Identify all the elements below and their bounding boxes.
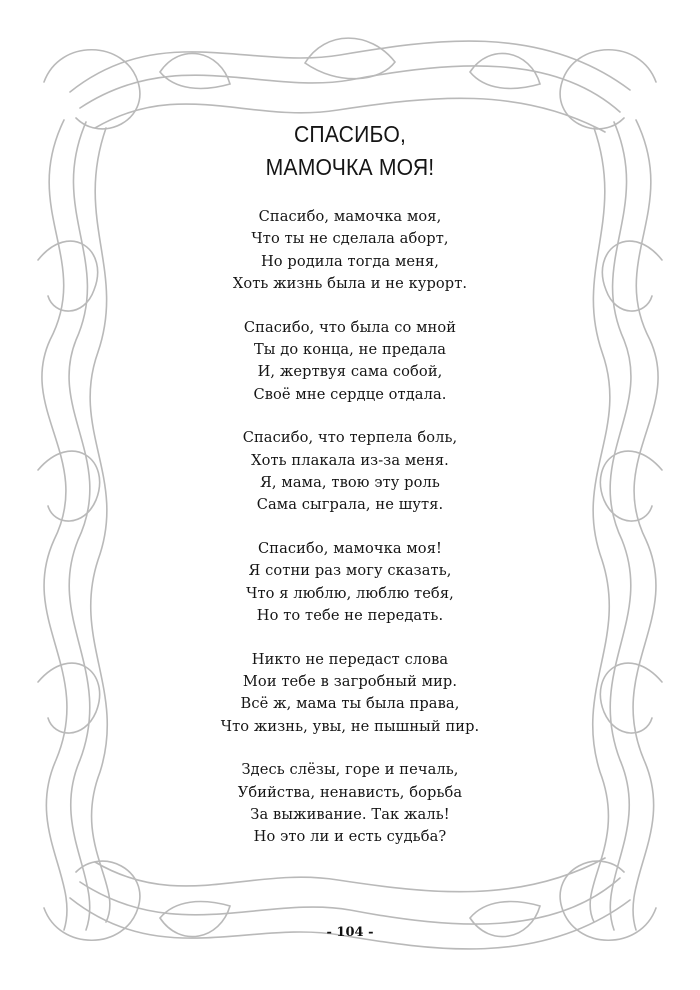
poem-line: Ты до конца, не предала (253, 341, 447, 359)
poem-line: И, жертвуя сама собой, (257, 363, 443, 381)
right-curl (600, 663, 662, 733)
poem-line: Спасибо, мамочка моя, (258, 208, 442, 225)
stanza (150, 538, 550, 628)
poem-line: Но это ли и есть судьба? (253, 828, 447, 846)
top-corner (44, 50, 140, 129)
page-number: - 104 - (326, 925, 374, 940)
left-curl (38, 241, 98, 311)
bottom-flourish (70, 898, 630, 949)
stanza (150, 649, 550, 739)
top-loop (305, 38, 395, 79)
left-vine (90, 128, 110, 922)
title-line: МАМОЧКА МОЯ! (265, 154, 435, 180)
top-corner (560, 50, 656, 129)
left-curl (38, 663, 100, 733)
poem-line: Что жизнь, увы, не пышный пир. (220, 717, 480, 735)
poem-line: Всё ж, мама ты была права, (240, 695, 460, 713)
stanza (150, 206, 550, 296)
stanza (150, 759, 550, 849)
poem-line: За выживание. Так жаль! (250, 805, 450, 823)
poem-line: Своё мне сердце отдала. (253, 385, 447, 403)
poem-line: Сама сыграла, не шутя. (256, 496, 444, 514)
poem-line: Я сотни раз могу сказать, (248, 562, 452, 580)
poem-line: Я, мама, твою эту роль (260, 474, 440, 492)
top-flourish (70, 41, 630, 92)
poem-line: Здесь слёзы, горе и печаль, (241, 761, 459, 779)
title-line: СПАСИБО, (293, 121, 407, 147)
poem-line: Что ты не сделала аборт, (251, 230, 449, 248)
poem-line: Спасибо, что терпела боль, (242, 429, 458, 447)
stanza (150, 317, 550, 407)
right-vine (590, 128, 610, 922)
poem-line: Что я люблю, люблю тебя, (246, 584, 454, 602)
poem-content (150, 118, 550, 870)
poem-line: Спасибо, мамочка моя! (258, 539, 442, 557)
poem-title (150, 118, 550, 184)
poem-line: Но родила тогда меня, (260, 252, 440, 270)
poem-line: Но то тебе не передать. (256, 607, 444, 625)
poem-line: Мои тебе в загробный мир. (242, 672, 458, 690)
right-curl (602, 241, 662, 311)
poem-line: Хоть жизнь была и не курорт. (232, 275, 468, 293)
poem-line: Убийства, ненависть, борьба (237, 783, 463, 801)
top-loop (160, 53, 230, 88)
poem-line: Спасибо, что была со мной (243, 318, 457, 336)
poem-line: Хоть плакала из-за меня. (251, 451, 449, 469)
poem-line: Никто не передаст слова (251, 650, 449, 668)
stanza (150, 427, 550, 517)
